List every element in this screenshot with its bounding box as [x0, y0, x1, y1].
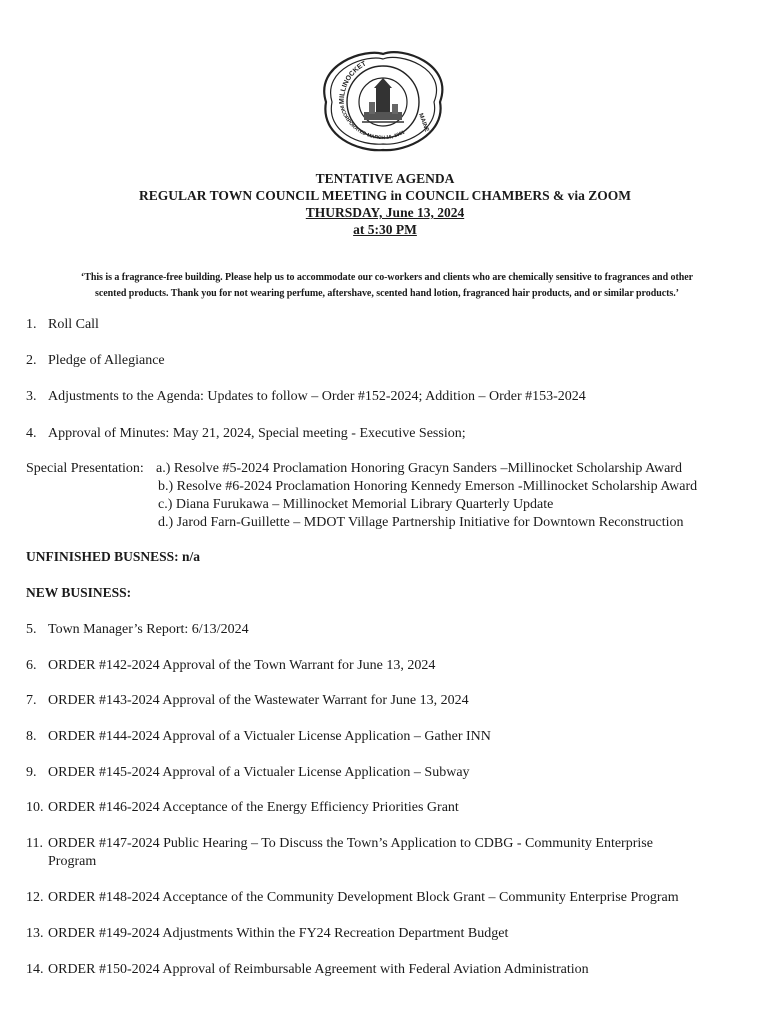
- agenda-item: [26, 764, 470, 781]
- item-text: ORDER #146-2024 Acceptance of the Energy Efficiency Priorities Grant: [48, 800, 459, 815]
- agenda-item: [26, 961, 589, 978]
- new-business-heading: NEW BUSINESS:: [26, 585, 132, 600]
- agenda-item: [26, 621, 249, 638]
- agenda-item: [26, 692, 469, 709]
- meeting-time: at 5:30 PM: [353, 222, 417, 237]
- item-number: 9.: [26, 765, 37, 780]
- item-number: 5.: [26, 622, 37, 637]
- item-text: ORDER #145-2024 Approval of a Victualer License Application – Subway: [48, 765, 470, 780]
- fragrance-notice-line: scented products. Thank you for not wearing perfume, aftershave, scented hand lotion, fragranced hair products, and or similar products.’: [95, 288, 679, 299]
- item-text: Adjustments to the Agenda: Updates to follow – Order #152-2024; Addition – Order #153-2024: [48, 389, 586, 404]
- special-presentation-entry: b.) Resolve #6-2024 Proclamation Honoring Kennedy Emerson -Millinocket Scholarship Award: [158, 479, 698, 494]
- item-text: ORDER #150-2024 Approval of Reimbursable Agreement with Federal Aviation Administration: [48, 962, 589, 977]
- unfinished-business-heading: UNFINISHED BUSNESS: n/a: [26, 549, 201, 564]
- seal-emblem-icon: [362, 78, 404, 122]
- item-text: ORDER #142-2024 Approval of the Town Warrant for June 13, 2024: [48, 658, 436, 673]
- item-number: 14.: [26, 962, 44, 977]
- item-number: 2.: [26, 353, 37, 368]
- agenda-item: [26, 799, 459, 816]
- item-number: 6.: [26, 658, 37, 673]
- agenda-item: [26, 388, 586, 405]
- agenda-item: [26, 316, 99, 333]
- item-number: 7.: [26, 693, 37, 708]
- item-text: ORDER #144-2024 Approval of a Victualer License Application – Gather INN: [48, 729, 491, 744]
- agenda-item: [26, 925, 508, 942]
- item-number: 1.: [26, 317, 37, 332]
- item-number: 13.: [26, 926, 44, 941]
- item-text: ORDER #143-2024 Approval of the Wastewater Warrant for June 13, 2024: [48, 693, 469, 708]
- special-presentation-label: Special Presentation:: [26, 461, 144, 476]
- agenda-header: [0, 170, 770, 238]
- agenda-item: [26, 425, 466, 442]
- meeting-title: REGULAR TOWN COUNCIL MEETING in COUNCIL CHAMBERS & via ZOOM: [139, 188, 631, 203]
- item-number: 8.: [26, 729, 37, 744]
- special-presentation-entry: c.) Diana Furukawa – Millinocket Memorial Library Quarterly Update: [158, 497, 554, 512]
- seal-right-text: MAINE: [417, 112, 430, 133]
- item-number: 4.: [26, 426, 37, 441]
- item-text: ORDER #149-2024 Adjustments Within the FY24 Recreation Department Budget: [48, 926, 509, 941]
- special-presentation-entry: a.) Resolve #5-2024 Proclamation Honoring Gracyn Sanders –Millinocket Scholarship Award: [156, 461, 682, 476]
- agenda-item: [26, 889, 679, 906]
- fragrance-notice: [26, 270, 748, 302]
- item-number: 3.: [26, 389, 37, 404]
- item-text: ORDER #147-2024 Public Hearing – To Discuss the Town’s Application to CDBG - Community Enterprise: [48, 836, 653, 851]
- town-seal: [306, 44, 460, 156]
- meeting-date: THURSDAY, June 13, 2024: [305, 205, 465, 220]
- agenda-item: [26, 835, 653, 852]
- seal-bottom-text: INCORPORATED MARCH 16, 1901: [338, 104, 406, 142]
- agenda-item: [26, 728, 491, 745]
- item-number: 11.: [26, 836, 43, 851]
- seal-top-text: MILLINOCKET: [338, 60, 368, 105]
- item-number: 10.: [26, 800, 44, 815]
- agenda-item: [26, 657, 435, 674]
- agenda-item-continuation: Program: [48, 854, 97, 869]
- agenda-item: [26, 352, 165, 369]
- item-text: Roll Call: [48, 317, 99, 332]
- item-text: Approval of Minutes: May 21, 2024, Special meeting - Executive Session;: [48, 426, 466, 441]
- item-text: ORDER #148-2024 Acceptance of the Community Development Block Grant – Community Enterprise Program: [48, 890, 679, 905]
- agenda-title: TENTATIVE AGENDA: [315, 171, 455, 186]
- item-text: Pledge of Allegiance: [48, 353, 165, 368]
- fragrance-notice-line: ‘This is a fragrance-free building. Please help us to accommodate our co-workers and clients who are chemically sensitive to fragrances and other: [80, 272, 694, 283]
- special-presentation-entry: d.) Jarod Farn-Guillette – MDOT Village Partnership Initiative for Downtown Reconstruction: [158, 515, 684, 530]
- item-text: Town Manager’s Report: 6/13/2024: [48, 622, 249, 637]
- item-number: 12.: [26, 890, 44, 905]
